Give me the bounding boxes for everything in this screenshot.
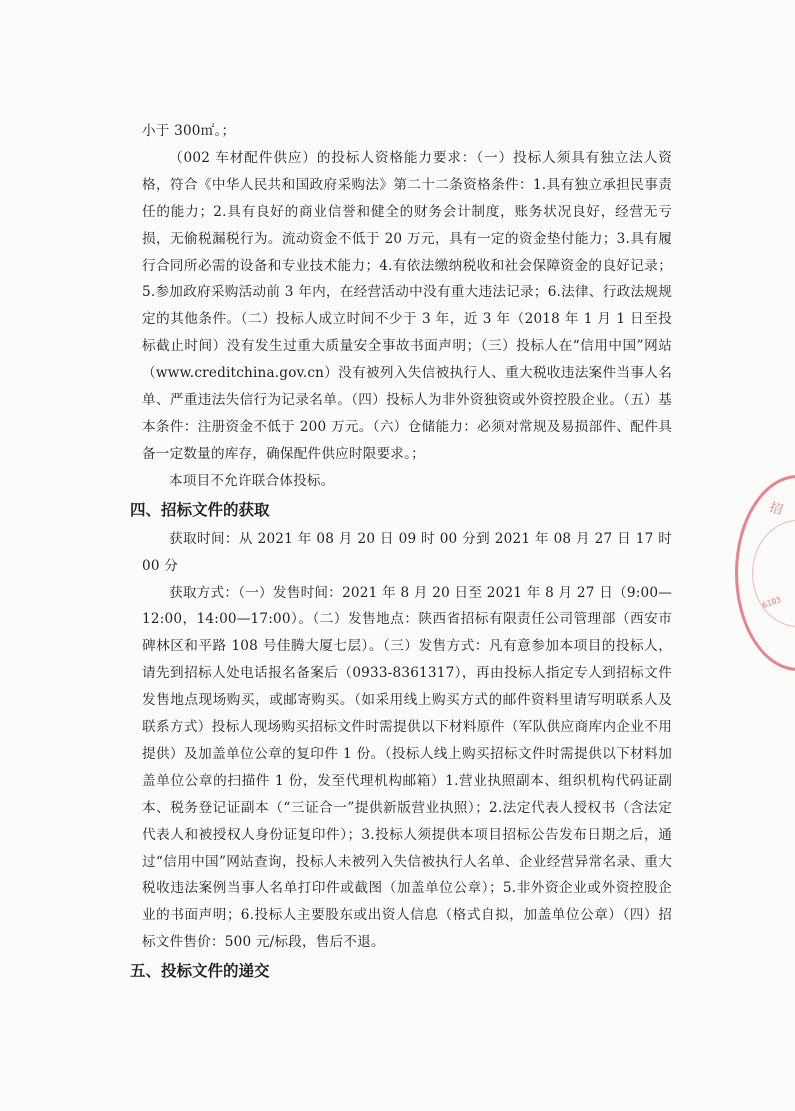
paragraph-obtain-time: 获取时间：从 2021 年 08 月 20 日 09 时 00 分到 2021 年 08 月 27 日 17 时 00 分 (142, 530, 672, 574)
section-heading-submit-bids: 五、投标文件的递交 (130, 962, 270, 981)
paragraph-qualification-requirements: （002 车材配件供应）的投标人资格能力要求：（一）投标人须具有独立法人资格，符合《中华人民共和国政府采购法》第二十二条资格条件：1.具有独立承担民事责任的能力；2.具有良好的商业信誉和健全的财务会计制度，账务状况良好，经营无亏损，无偷税漏税行为。流动资金不低于 20 万元，具有一定的资金垫付能力；3.具有履行合同所必需的设备和专业技术能力；4.有依法缴纳税收和社会保障资金的良好记录；5.参加政府采购活动前 3 年内，在经营活动中没有重大违法记录；6.法律、行政法规规定的其他条件。（二）投标人成立时间不少于 3 年，近 3 年（2018 年 1 月 1 日至投标截止时间）没有发生过重大质量安全事故书面声明；（三）投标人在“信用中国”网站（www.creditchina.gov.cn）没有被列入失信被执行人、重大税收违法案件当事人名单、严重违法失信行为记录名单。（四）投标人为非外资独资或外资控股企业。（五）基本条件：注册资金不低于 200 万元。（六）仓储能力：必须对常规及易损部件、配件具备一定数量的库存，确保配件供应时限要求。； (142, 149, 672, 462)
section-heading-obtain-documents: 四、招标文件的获取 (130, 500, 270, 519)
document-body (130, 118, 672, 987)
seal-stamp-number: 6103 (761, 594, 783, 611)
seal-stamp-text: 招 (767, 500, 785, 519)
paragraph-consortium-note: 本项目不允许联合体投标。 (169, 472, 335, 489)
paragraph-obtain-method: 获取方式：（一）发售时间：2021 年 8 月 20 日至 2021 年 8 月 27 日（9:00—12:00，14:00—17:00）。（二）发售地点：陕西省招标有限责任公司管理部（西安市碑林区和平路 108 号佳腾大厦七层）。（三）发售方式：凡有意参加本项目的投标人，请先到招标人处电话报名备案后（0933-8361317），再由投标人指定专人到招标文件发售地点现场购买，或邮寄购买。（如采用线上购买方式的邮件资料里请写明联系人及联系方式）投标人现场购买招标文件时需提供以下材料原件（军队供应商库内企业不用提供）及加盖单位公章的复印件 1 份。（投标人线上购买招标文件时需提供以下材料加盖单位公章的扫描件 1 份，发至代理机构邮箱）1.营业执照副本、组织机构代码证副本、税务登记证副本（“三证合一”提供新版营业执照）；2.法定代表人授权书（含法定代表人和被授权人身份证复印件）；3.投标人须提供本项目招标公告发布日期之后，通过“信用中国”网站查询，投标人未被列入失信被执行人名单、企业经营异常名录、重大税收违法案例当事人名单打印件或截图（加盖单位公章）；5.非外资企业或外资控股企业的书面声明；6.投标人主要股东或出资人信息（格式自拟，加盖单位公章）（四）招标文件售价：500 元/标段，售后不退。 (142, 584, 672, 951)
paragraph-area-requirement: 小于 300㎡。； (142, 123, 236, 139)
